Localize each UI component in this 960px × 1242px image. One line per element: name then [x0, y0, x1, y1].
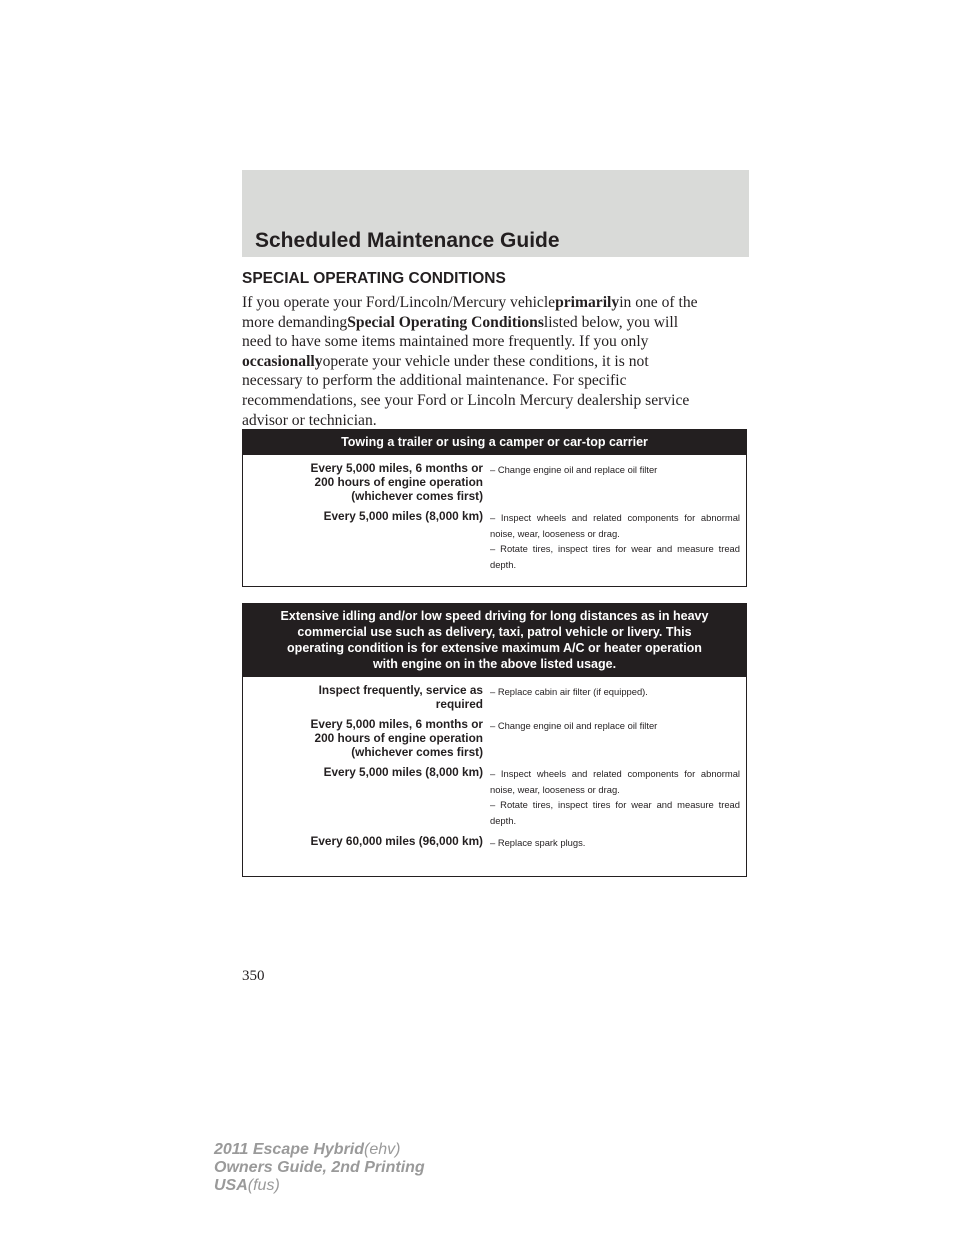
interval-cell: [243, 834, 490, 851]
task-cell: [490, 509, 746, 572]
towing-schedule-table: [242, 429, 747, 587]
interval-text: 200 hours of engine operation: [314, 475, 483, 489]
task-text: – Rotate tires, inspect tires for wear and measure tread: [490, 799, 740, 810]
intro-emphasis: Special Operating Conditions: [347, 313, 544, 331]
task-cell: [490, 834, 746, 851]
interval-cell: [243, 717, 490, 759]
task-text: – Change engine oil and replace oil filter: [490, 464, 658, 475]
task-text: – Change engine oil and replace oil filter: [490, 720, 658, 731]
interval-text: required: [435, 697, 483, 711]
task-text: – Inspect wheels and related components for abnormal: [490, 768, 740, 779]
intro-text: operate your vehicle under these conditions, it is not: [322, 352, 649, 370]
task-text: depth.: [490, 558, 517, 570]
interval-text: Every 5,000 miles, 6 months or: [310, 717, 483, 731]
interval-text: Every 5,000 miles, 6 months or: [310, 461, 483, 475]
table-row: [243, 683, 746, 711]
interval-text: Every 60,000 miles (96,000 km): [310, 834, 483, 848]
table-row: [243, 509, 746, 572]
interval-text: Every 5,000 miles (8,000 km): [323, 509, 483, 523]
intro-emphasis: occasionally: [242, 352, 323, 370]
footer-print-info: [214, 1141, 425, 1195]
task-cell: [490, 683, 746, 711]
table-header-text: commercial use such as delivery, taxi, patrol vehicle or livery. This: [297, 625, 692, 639]
intro-line: [242, 293, 752, 313]
task-text: noise, wear, looseness or drag.: [490, 527, 620, 539]
interval-cell: [243, 509, 490, 572]
table-row: [243, 717, 746, 759]
task-text: – Replace spark plugs.: [490, 837, 586, 848]
intro-line: need to have some items maintained more frequently. If you only: [242, 333, 649, 351]
intro-line: necessary to perform the additional maintenance. For specific: [242, 372, 627, 390]
interval-cell: [243, 461, 490, 503]
interval-cell: [243, 765, 490, 828]
intro-text: in one of the: [619, 294, 698, 311]
table-header: [243, 430, 746, 455]
interval-text: 200 hours of engine operation: [314, 731, 483, 745]
interval-text: (whichever comes first): [351, 489, 483, 503]
task-cell: [490, 461, 746, 503]
page-number: 350: [242, 968, 265, 984]
footer-code: (ehv): [364, 1141, 401, 1158]
table-row: [243, 461, 746, 503]
footer-line: [214, 1159, 425, 1177]
task-text: – Rotate tires, inspect tires for wear and measure tread: [490, 543, 740, 554]
page-header-title: Scheduled Maintenance Guide: [255, 229, 560, 252]
task-cell: [490, 717, 746, 759]
table-header-text: operating condition is for extensive maximum A/C or heater operation: [287, 641, 702, 655]
section-heading: SPECIAL OPERATING CONDITIONS: [242, 270, 506, 287]
table-header-text: Towing a trailer or using a camper or car-top carrier: [341, 435, 648, 449]
footer-printing: Owners Guide, 2nd Printing: [214, 1159, 425, 1176]
footer-market: USA: [214, 1177, 248, 1194]
task-text: – Replace cabin air filter (if equipped).: [490, 686, 648, 697]
interval-text: Inspect frequently, service as: [318, 683, 483, 697]
idling-schedule-table: [242, 603, 747, 877]
intro-line: recommendations, see your Ford or Lincoln Mercury dealership service: [242, 391, 690, 409]
interval-text: Every 5,000 miles (8,000 km): [323, 765, 483, 779]
table-row: [243, 765, 746, 828]
footer-line: [214, 1141, 425, 1159]
footer-code: (fus): [247, 1177, 280, 1194]
table-row: [243, 834, 746, 851]
intro-line: [242, 352, 752, 372]
table-header-text: with engine on in the above listed usage.: [372, 657, 617, 671]
footer-model: 2011 Escape Hybrid: [214, 1141, 365, 1158]
intro-text: If you operate your Ford/Lincoln/Mercury vehicle: [242, 294, 556, 311]
interval-cell: [243, 683, 490, 711]
task-text: depth.: [490, 814, 517, 826]
intro-line: [242, 313, 752, 333]
task-text: – Inspect wheels and related components for abnormal: [490, 512, 740, 523]
task-cell: [490, 765, 746, 828]
intro-text: listed below, you will: [543, 313, 679, 331]
footer-line: [214, 1177, 425, 1195]
table-header-text: Extensive idling and/or low speed driving for long distances as in heavy: [280, 609, 709, 623]
task-text: noise, wear, looseness or drag.: [490, 783, 620, 795]
intro-text: more demanding: [242, 313, 348, 331]
interval-text: (whichever comes first): [351, 745, 483, 759]
intro-paragraph: [242, 293, 752, 430]
intro-line: advisor or technician.: [242, 411, 377, 429]
intro-emphasis: primarily: [555, 294, 620, 311]
table-body: [243, 677, 746, 861]
table-header: [243, 604, 746, 677]
table-body: [243, 455, 746, 582]
